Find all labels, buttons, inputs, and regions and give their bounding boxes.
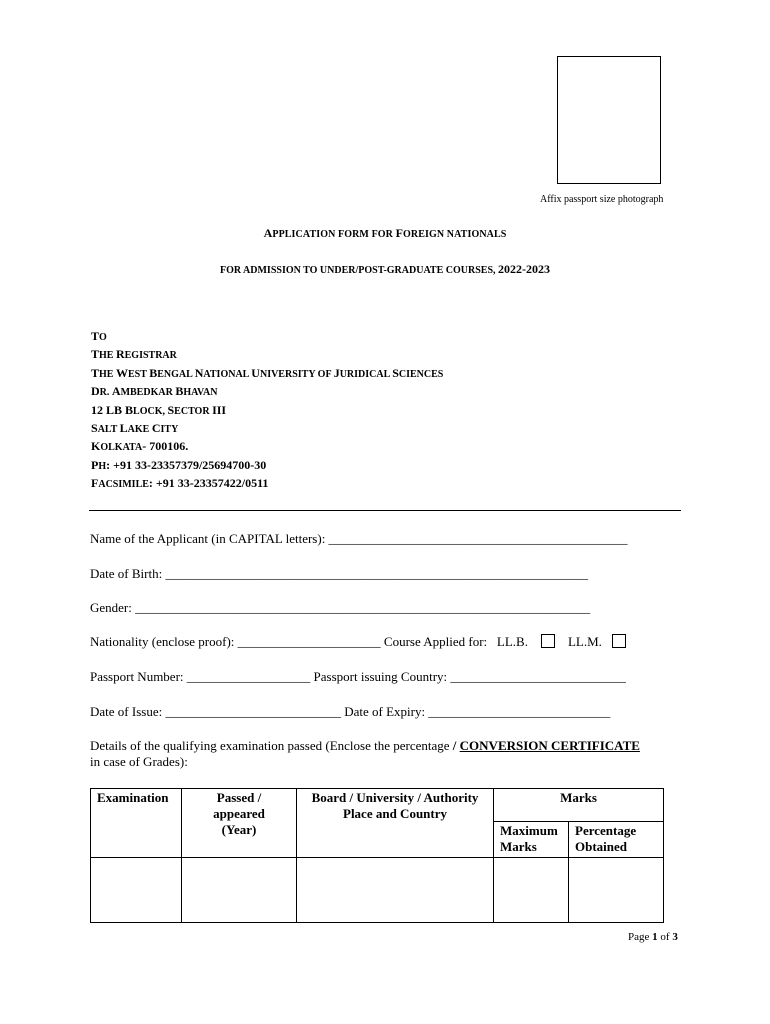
title-text: PPLICATION FORM FOR — [272, 229, 396, 240]
address-to: TO — [91, 329, 107, 343]
col-exam-header: Examination — [91, 789, 182, 858]
col-max-marks-header: Maximum Marks — [494, 822, 569, 858]
conversion-certificate-text: CONVERSION CERTIFICATE — [459, 738, 640, 753]
title-cap: F — [395, 226, 404, 240]
course-llb-label: LL.B. — [496, 634, 528, 649]
issue-expiry-field[interactable]: Date of Issue: ___________________________ Date of Expiry: ____________________________ — [90, 704, 611, 719]
address-kolkata: KOLKATA- 700106. — [91, 439, 189, 454]
exam-cell[interactable] — [91, 858, 182, 923]
col-passed-header: Passed / appeared (Year) — [182, 789, 297, 858]
applicant-name-field[interactable]: Name of the Applicant (in CAPITAL letters): ______________________________________________ — [90, 531, 628, 546]
title-text: OREIGN NATIONALS — [403, 229, 507, 240]
dob-field[interactable]: Date of Birth: _________________________________________________________________ — [90, 566, 588, 581]
address-block-sector: 12 LB BLOCK, SECTOR III — [91, 402, 227, 417]
divider — [89, 510, 681, 511]
address-phone: PH: +91 33-23357379/25694700-30 — [91, 457, 267, 472]
academic-year: 2022-2023 — [498, 262, 551, 276]
max-marks-cell[interactable] — [494, 858, 569, 923]
passport-field[interactable]: Passport Number: ___________________ Passport issuing Country: ___________________________ — [90, 669, 626, 684]
board-cell[interactable] — [297, 858, 494, 923]
col-marks-header: Marks — [494, 789, 664, 822]
exam-table — [90, 788, 664, 923]
passed-cell[interactable] — [182, 858, 297, 923]
address-city: SALT LAKE CITY — [91, 421, 179, 436]
details-instruction — [90, 738, 640, 754]
nationality-field[interactable]: Nationality (enclose proof): ______________________ Course Applied for: — [90, 634, 488, 649]
photo-box — [557, 56, 661, 184]
form-subtitle — [0, 262, 770, 277]
page-number: Page 1 of 3 — [628, 931, 678, 943]
percentage-cell[interactable] — [569, 858, 664, 923]
address-bhavan: DR. AMBEDKAR BHAVAN — [91, 384, 218, 399]
col-board-header: Board / University / Authority Place and Country — [297, 789, 494, 858]
address-registrar: THE REGISTRAR — [91, 347, 177, 362]
col-percentage-header: Percentage Obtained — [569, 822, 664, 858]
form-title — [0, 226, 770, 241]
gender-field[interactable]: Gender: ______________________________________________________________________ — [90, 600, 591, 615]
address-block — [91, 328, 443, 494]
course-llm-label: LL.M. — [567, 634, 602, 649]
photo-caption: Affix passport size photograph — [540, 194, 664, 205]
table-row — [91, 858, 664, 923]
subtitle-text: FOR ADMISSION TO UNDER/POST-GRADUATE COURSES, — [219, 265, 499, 276]
nationality-course-row — [90, 634, 626, 650]
llm-checkbox[interactable] — [612, 634, 626, 648]
address-fax: FACSIMILE: +91 33-23357422/0511 — [91, 476, 269, 491]
llb-checkbox[interactable] — [541, 634, 555, 648]
title-cap: A — [263, 226, 273, 240]
details-text: Details of the qualifying examination passed (Enclose the percentage — [90, 738, 450, 753]
details-slash: / — [449, 738, 460, 753]
address-university: THE WEST BENGAL NATIONAL UNIVERSITY OF JURIDICAL SCIENCES — [91, 365, 444, 380]
details-instruction-cont: in case of Grades): — [90, 754, 188, 769]
